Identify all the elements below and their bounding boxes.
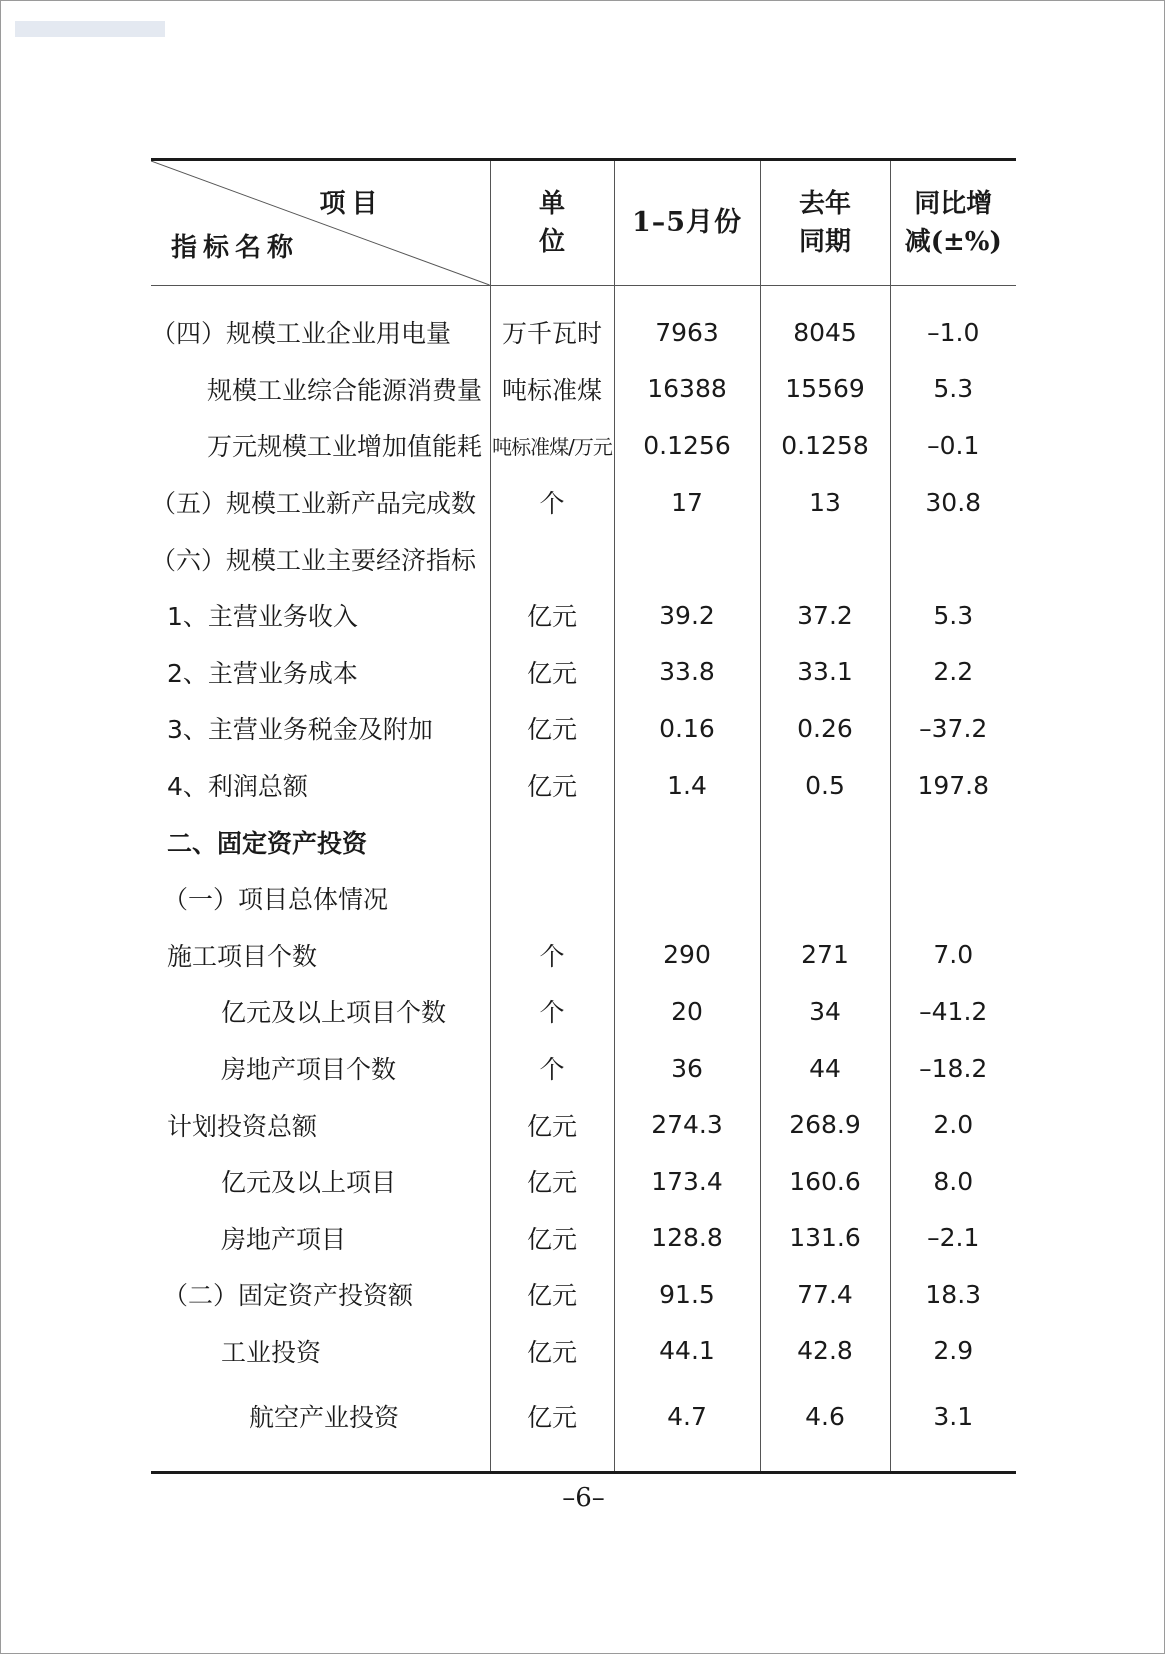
table-row	[151, 644, 1016, 701]
change-value	[890, 813, 1016, 870]
indicator-name: 万元规模工业增加值能耗	[207, 432, 483, 462]
header-last-year	[760, 160, 890, 286]
indicator-name: 计划投资总额	[167, 1111, 318, 1141]
current-value: 173.4	[614, 1153, 760, 1210]
header-item-label: 项目	[319, 189, 384, 219]
unit-cell: 个	[490, 983, 614, 1040]
unit-cell: 亿元	[490, 644, 614, 701]
previous-value	[760, 530, 890, 587]
change-value: 5.3	[890, 587, 1016, 644]
previous-value: 4.6	[760, 1379, 890, 1473]
current-value: 4.7	[614, 1379, 760, 1473]
previous-value	[760, 813, 890, 870]
current-value: 0.16	[614, 700, 760, 757]
unit-cell	[490, 870, 614, 927]
unit-cell: 亿元	[490, 1096, 614, 1153]
table-row	[151, 1096, 1016, 1153]
header-period-text: 1–5月份	[631, 207, 743, 238]
current-value: 39.2	[614, 587, 760, 644]
table-row	[151, 983, 1016, 1040]
unit-cell: 亿元	[490, 587, 614, 644]
table-row	[151, 927, 1016, 984]
current-value: 1.4	[614, 757, 760, 814]
indicator-name: 1、主营业务收入	[167, 602, 358, 632]
section-heading: 二、固定资产投资	[167, 828, 368, 858]
unit-cell: 亿元	[490, 757, 614, 814]
current-value	[614, 530, 760, 587]
unit-cell: 亿元	[490, 1379, 614, 1473]
header-watermark	[15, 17, 175, 41]
table-row	[151, 1266, 1016, 1323]
current-value: 0.1256	[614, 417, 760, 474]
previous-value: 34	[760, 983, 890, 1040]
page-number: –6–	[562, 1483, 605, 1513]
unit-cell: 亿元	[490, 1266, 614, 1323]
previous-value: 13	[760, 474, 890, 531]
previous-value: 42.8	[760, 1323, 890, 1380]
previous-value: 33.1	[760, 644, 890, 701]
table-row	[151, 757, 1016, 814]
indicator-name: 航空产业投资	[151, 1379, 490, 1473]
indicator-name: （一）项目总体情况	[163, 885, 389, 915]
change-value: 197.8	[890, 757, 1016, 814]
current-value: 36	[614, 1040, 760, 1097]
change-value: –1.0	[890, 286, 1016, 361]
previous-value: 271	[760, 927, 890, 984]
indicator-name: （四）规模工业企业用电量	[151, 319, 452, 349]
indicator-name: 房地产项目个数	[221, 1055, 397, 1085]
current-value: 128.8	[614, 1210, 760, 1267]
header-last-year-text: 去年 同期	[798, 189, 851, 257]
change-value: 2.0	[890, 1096, 1016, 1153]
indicator-name: 房地产项目	[221, 1224, 347, 1254]
unit-cell: 个	[490, 1040, 614, 1097]
indicator-name: 亿元及以上项目	[221, 1168, 397, 1198]
unit-cell: 万千瓦时	[490, 286, 614, 361]
change-value: 2.2	[890, 644, 1016, 701]
table-row	[151, 587, 1016, 644]
unit-cell: 亿元	[490, 1323, 614, 1380]
indicator-name: 2、主营业务成本	[167, 658, 358, 688]
table-row	[151, 530, 1016, 587]
previous-value: 15569	[760, 361, 890, 418]
unit-cell: 个	[490, 474, 614, 531]
header-change	[890, 160, 1016, 286]
unit-cell: 亿元	[490, 1153, 614, 1210]
change-value: 5.3	[890, 361, 1016, 418]
unit-cell: 吨标准煤/万元	[490, 417, 614, 474]
current-value: 91.5	[614, 1266, 760, 1323]
current-value: 7963	[614, 286, 760, 361]
previous-value: 0.26	[760, 700, 890, 757]
unit-cell: 亿元	[490, 700, 614, 757]
table-row	[151, 1210, 1016, 1267]
header-period	[614, 160, 760, 286]
current-value: 17	[614, 474, 760, 531]
current-value: 33.8	[614, 644, 760, 701]
header-change-text: 同比增 减(±%)	[904, 189, 1002, 257]
header-unit-text: 单 位	[538, 189, 565, 257]
table-row	[151, 286, 1016, 361]
current-value	[614, 813, 760, 870]
unit-cell: 个	[490, 927, 614, 984]
indicator-name: 规模工业综合能源消费量	[207, 375, 483, 405]
change-value	[890, 870, 1016, 927]
table-row	[151, 361, 1016, 418]
current-value	[614, 870, 760, 927]
change-value: –41.2	[890, 983, 1016, 1040]
current-value: 16388	[614, 361, 760, 418]
change-value: 8.0	[890, 1153, 1016, 1210]
previous-value	[760, 870, 890, 927]
current-value: 44.1	[614, 1323, 760, 1380]
previous-value: 8045	[760, 286, 890, 361]
table-row	[151, 1379, 1016, 1473]
unit-cell: 吨标准煤	[490, 361, 614, 418]
table-row	[151, 1153, 1016, 1210]
change-value: 7.0	[890, 927, 1016, 984]
previous-value: 0.5	[760, 757, 890, 814]
change-value: –0.1	[890, 417, 1016, 474]
table-row	[151, 417, 1016, 474]
previous-value: 44	[760, 1040, 890, 1097]
previous-value: 37.2	[760, 587, 890, 644]
header-unit	[490, 160, 614, 286]
change-value: 3.1	[890, 1379, 1016, 1473]
table-row	[151, 813, 1016, 870]
unit-cell	[490, 813, 614, 870]
indicator-name: 施工项目个数	[167, 941, 318, 971]
change-value: 30.8	[890, 474, 1016, 531]
table-row	[151, 870, 1016, 927]
indicator-name: 3、主营业务税金及附加	[167, 715, 433, 745]
table-header-row	[151, 160, 1016, 286]
change-value: –2.1	[890, 1210, 1016, 1267]
table-row	[151, 474, 1016, 531]
previous-value: 0.1258	[760, 417, 890, 474]
table-row	[151, 1323, 1016, 1380]
unit-cell: 亿元	[490, 1210, 614, 1267]
change-value: –18.2	[890, 1040, 1016, 1097]
table-row	[151, 700, 1016, 757]
indicator-name: 4、利润总额	[167, 772, 308, 802]
change-value: –37.2	[890, 700, 1016, 757]
previous-value: 131.6	[760, 1210, 890, 1267]
indicator-name: （二）固定资产投资额	[163, 1281, 414, 1311]
table-row	[151, 1040, 1016, 1097]
previous-value: 268.9	[760, 1096, 890, 1153]
unit-cell	[490, 530, 614, 587]
indicator-name: （六）规模工业主要经济指标	[151, 545, 477, 575]
current-value: 290	[614, 927, 760, 984]
previous-value: 77.4	[760, 1266, 890, 1323]
change-value: 18.3	[890, 1266, 1016, 1323]
indicator-name: 工业投资	[221, 1337, 322, 1367]
indicator-name: 亿元及以上项目个数	[221, 998, 447, 1028]
statistics-table	[151, 158, 1016, 1474]
current-value: 274.3	[614, 1096, 760, 1153]
previous-value: 160.6	[760, 1153, 890, 1210]
change-value	[890, 530, 1016, 587]
header-indicator-name-label: 指标名称	[171, 233, 300, 263]
diagonal-header-cell	[151, 160, 490, 286]
change-value: 2.9	[890, 1323, 1016, 1380]
indicator-name: （五）规模工业新产品完成数	[151, 489, 477, 519]
current-value: 20	[614, 983, 760, 1040]
